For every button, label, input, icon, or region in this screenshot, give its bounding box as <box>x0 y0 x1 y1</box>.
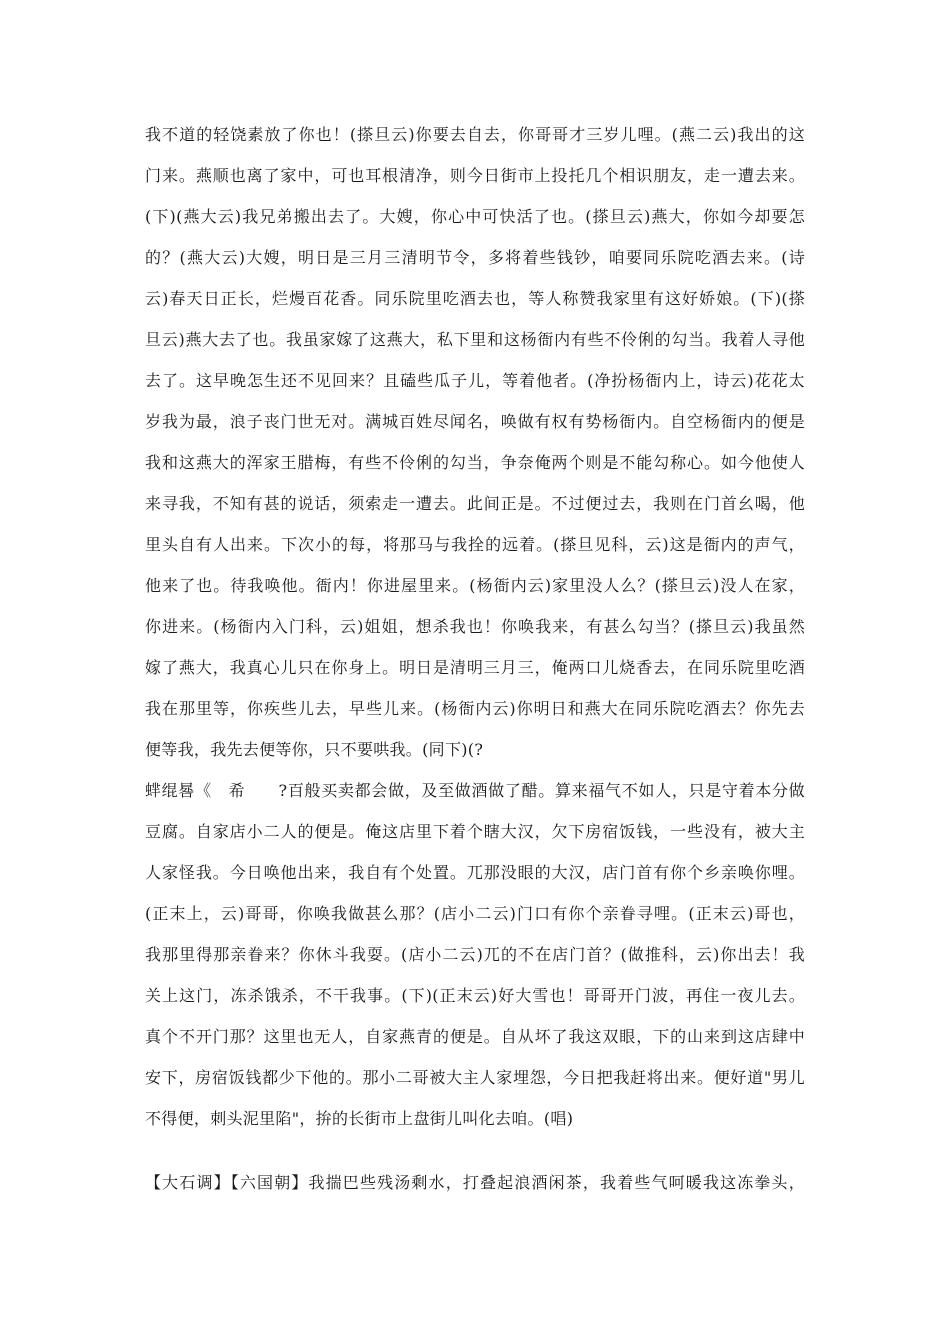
text-line: 便等我，我先去便等你，只不要哄我。(同下)(? <box>145 740 484 759</box>
text-line: 不得便，刺头泥里陷"，拚的长街市上盘街儿叫化去咱。(唱) <box>145 1109 574 1128</box>
text-line: 里头自有人出来。下次小的每，将那马与我拴的远着。(搽旦见科，云)这是衙内的声气， <box>145 535 805 554</box>
text-line: 的？(燕大云)大嫂，明日是三月三清明节令，多将着些钱钞，咱要同乐院吃酒去来。(诗 <box>145 248 805 267</box>
text-line: 安下，房宿饭钱都少下他的。那小二哥被大主人家埋怨，今日把我赶将出来。便好道"男儿 <box>145 1068 805 1087</box>
text-line: 我和这燕大的浑家王腊梅，有些不伶俐的勾当，争奈俺两个则是不能勾称心。如今他使人 <box>145 453 805 472</box>
text-line: 云)春天日正长，烂熳百花香。同乐院里吃酒去也，等人称赞我家里有这好娇娘。(下)(搽 <box>145 289 805 308</box>
text-line: 嫁了燕大，我真心儿只在你身上。明日是清明三月三，俺两口儿烧香去，在同乐院里吃酒 <box>145 658 805 677</box>
text-line: 岁我为最，浪子丧门世无对。满城百姓尽闻名，唤做有权有势杨衙内。自空杨衙内的便是 <box>145 412 805 431</box>
text-line: 【大石调】【六国朝】我揣巴些残汤剩水，打叠起浪酒闲茶，我着些气呵暖我这冻拳头， <box>145 1173 805 1192</box>
text-line: 他来了也。待我唤他。衙内！你进屋里来。(杨衙内云)家里没人么？(搽旦云)没人在家， <box>145 576 805 595</box>
text-line: 蝆绲晷《 希 ?百般买卖都会做，及至做酒做了醋。算来福气不如人，只是守着本分做 <box>145 781 805 800</box>
text-line: 去了。这早晚怎生还不见回来？且磕些瓜子儿，等着他者。(净扮杨衙内上，诗云)花花太 <box>145 371 805 390</box>
text-line: (正末上，云)哥哥，你唤我做甚么那？(店小二云)门口有你个亲眷寻哩。(正末云)哥也， <box>145 904 805 923</box>
text-line: 人家怪我。今日唤他出来，我自有个处置。兀那没眼的大汉，店门首有你个乡亲唤你哩。 <box>145 863 805 882</box>
text-line: 我那里得那亲眷来？你休斗我耍。(店小二云)兀的不在店门首？(做推科，云)你出去！我 <box>145 945 805 964</box>
text-line: 豆腐。自家店小二人的便是。俺这店里下着个瞎大汉，欠下房宿饭钱，一些没有，被大主 <box>145 822 805 841</box>
text-line: 你进来。(杨衙内入门科，云)姐姐，想杀我也！你唤我来，有甚么勾当？(搽旦云)我虽然 <box>145 617 805 636</box>
text-line: 我在那里等，你疾些儿去，早些儿来。(杨衙内云)你明日和燕大在同乐院吃酒去？你先去 <box>145 699 805 718</box>
text-line: 来寻我，不知有甚的说话，须索走一遭去。此间正是。不过便过去，我则在门首幺喝，他 <box>145 494 805 513</box>
text-line: (下)(燕大云)我兄弟搬出去了。大嫂，你心中可快活了也。(搽旦云)燕大，你如今却要怎 <box>145 207 805 226</box>
text-line: 真个不开门那？这里也无人，自家燕青的便是。自从坏了我这双眼，下的山来到这店肆中 <box>145 1027 805 1046</box>
text-line: 旦云)燕大去了也。我虽家嫁了这燕大，私下里和这杨衙内有些不伶俐的勾当。我着人寻他 <box>145 330 805 349</box>
text-line: 门来。燕顺也离了家中，可也耳根清净，则今日街市上投托几个相识朋友，走一遭去来。 <box>145 166 805 185</box>
text-line: 我不道的轻饶素放了你也！(搽旦云)你要去自去，你哥哥才三岁儿哩。(燕二云)我出的这 <box>145 125 805 144</box>
text-line: 关上这门，冻杀饿杀，不干我事。(下)(正末云)好大雪也！哥哥开门波，再住一夜儿去。 <box>145 986 805 1005</box>
